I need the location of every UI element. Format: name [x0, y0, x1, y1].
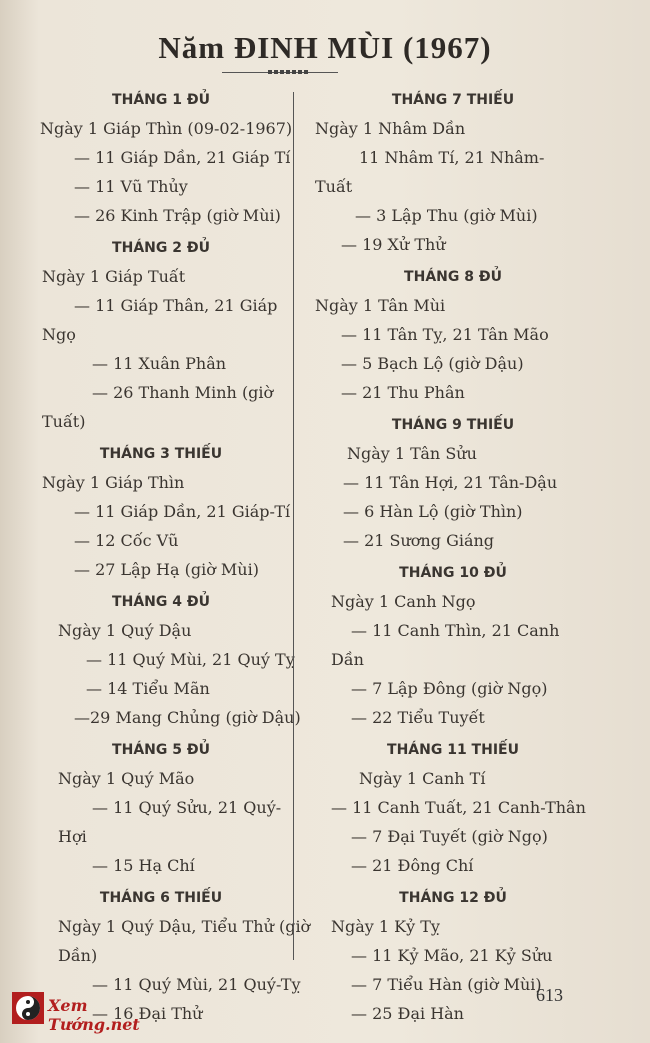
calendar-line: — 26 Kinh Trập (giờ Mùi) [74, 206, 281, 225]
calendar-line: Ngọ [42, 325, 76, 344]
calendar-line: — 5 Bạch Lộ (giờ Dậu) [341, 354, 524, 373]
calendar-line: — 12 Cốc Vũ [74, 531, 179, 550]
calendar-line: — 21 Sương Giáng [343, 531, 495, 550]
yin-yang-icon [12, 992, 44, 1024]
month-heading: THÁNG 12 ĐỦ [399, 890, 507, 906]
calendar-line: — 3 Lập Thu (giờ Mùi) [355, 206, 538, 225]
calendar-line: — 19 Xử Thử [341, 235, 446, 254]
calendar-line: Ngày 1 Kỷ Tỵ [331, 917, 440, 936]
calendar-line: — 11 Quý Mùi, 21 Quý-Tỵ [92, 975, 301, 994]
page-number: 613 [536, 985, 563, 1005]
calendar-line: Tuất) [42, 412, 86, 431]
calendar-line: — 6 Hàn Lộ (giờ Thìn) [343, 502, 523, 521]
calendar-line: — 11 Giáp Dần, 21 Giáp Tí [74, 148, 291, 167]
calendar-line: Dần) [58, 946, 98, 965]
calendar-line: Ngày 1 Quý Dậu, Tiểu Thử (giờ [58, 917, 311, 936]
calendar-line: Ngày 1 Giáp Thìn (09-02-1967) [40, 119, 293, 138]
calendar-line: Tuất [315, 177, 353, 196]
month-heading: THÁNG 8 ĐỦ [404, 269, 502, 285]
calendar-line: — 7 Lập Đông (giờ Ngọ) [351, 679, 548, 698]
calendar-line: — 11 Vũ Thủy [74, 177, 188, 196]
month-heading: THÁNG 7 THIẾU [391, 92, 515, 108]
calendar-line: — 25 Đại Hàn [351, 1004, 464, 1023]
calendar-line: 11 Nhâm Tí, 21 Nhâm- [359, 148, 545, 167]
calendar-line: Ngày 1 Nhâm Dần [315, 119, 466, 138]
month-heading: THÁNG 10 ĐỦ [399, 565, 507, 581]
month-heading: THÁNG 4 ĐỦ [112, 594, 210, 610]
calendar-line: — 11 Quý Sửu, 21 Quý- [92, 798, 282, 817]
calendar-line: — 11 Quý Mùi, 21 Quý Tỵ [86, 650, 295, 669]
month-heading: THÁNG 2 ĐỦ [112, 240, 210, 256]
left-column [30, 92, 311, 1028]
right-column [303, 92, 603, 1028]
month-heading: THÁNG 6 THIẾU [99, 890, 223, 906]
calendar-line: Ngày 1 Tân Sửu [347, 444, 477, 463]
calendar-line: Ngày 1 Quý Dậu [58, 621, 192, 640]
month-heading: THÁNG 1 ĐỦ [112, 92, 210, 108]
calendar-line: — 11 Canh Tuất, 21 Canh-Thân [331, 798, 586, 817]
calendar-line: — 21 Thu Phân [341, 383, 465, 402]
calendar-line: Ngày 1 Tân Mùi [315, 296, 446, 315]
calendar-line: — 22 Tiểu Tuyết [351, 708, 485, 727]
calendar-line: — 14 Tiểu Mãn [86, 679, 210, 698]
calendar-line: — 7 Tiểu Hàn (giờ Mùi) [351, 975, 542, 994]
calendar-line: — 7 Đại Tuyết (giờ Ngọ) [351, 827, 548, 846]
column-divider [293, 92, 294, 960]
month-heading: THÁNG 5 ĐỦ [112, 742, 210, 758]
page-title: Năm ĐINH MÙI (1967) [158, 30, 492, 65]
calendar-line: Ngày 1 Canh Ngọ [331, 592, 476, 611]
calendar-line: Ngày 1 Quý Mão [58, 769, 195, 788]
calendar-line: — 11 Giáp Dần, 21 Giáp-Tí [74, 502, 291, 521]
month-heading: THÁNG 9 THIẾU [391, 417, 515, 433]
calendar-line: — 11 Xuân Phân [92, 354, 227, 373]
watermark-logo [12, 992, 172, 1034]
calendar-line: — 11 Tân Hợi, 21 Tân-Dậu [343, 473, 558, 492]
calendar-line: —29 Mang Chủng (giờ Dậu) [74, 708, 301, 727]
calendar-line: — 16 Đại Thử [92, 1004, 203, 1023]
calendar-line: — 11 Canh Thìn, 21 Canh [351, 621, 560, 640]
month-heading: THÁNG 3 THIẾU [99, 446, 223, 462]
month-heading: THÁNG 11 THIẾU [387, 742, 519, 758]
calendar-line: Ngày 1 Giáp Tuất [42, 267, 186, 286]
calendar-line: — 15 Hạ Chí [92, 856, 195, 875]
calendar-line: — 26 Thanh Minh (giờ [92, 383, 274, 402]
calendar-line: Ngày 1 Canh Tí [359, 769, 486, 788]
calendar-line: — 11 Tân Tỵ, 21 Tân Mão [341, 325, 549, 344]
calendar-line: — 27 Lập Hạ (giờ Mùi) [74, 560, 259, 579]
calendar-line: — 21 Đông Chí [351, 856, 474, 875]
calendar-line: Ngày 1 Giáp Thìn [42, 473, 185, 492]
title-ornament [268, 70, 310, 74]
calendar-line: Hợi [58, 827, 87, 846]
calendar-line: — 11 Kỷ Mão, 21 Kỷ Sửu [351, 946, 553, 965]
calendar-line: Dần [331, 650, 364, 669]
calendar-line: — 11 Giáp Thân, 21 Giáp [74, 296, 278, 315]
watermark-text: Xem Tướng.net [48, 996, 140, 1034]
